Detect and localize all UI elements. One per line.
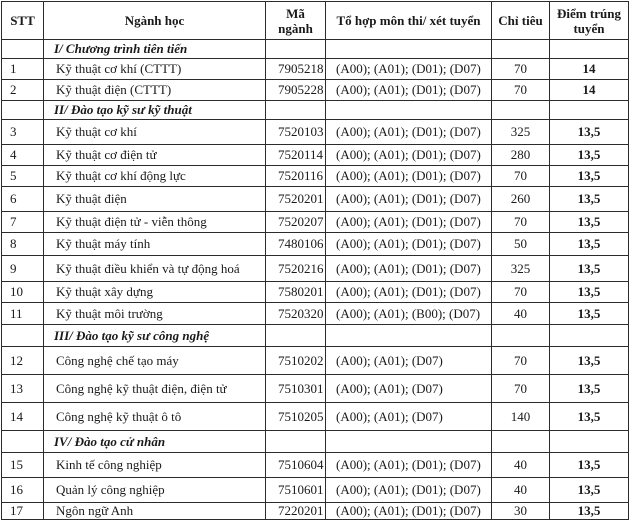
row-quota: 50 [492, 233, 550, 256]
row-code: 7510301 [266, 375, 326, 403]
row-stt: 8 [2, 233, 44, 256]
row-stt: 14 [2, 403, 44, 431]
row-code: 7520216 [266, 256, 326, 282]
row-major: Kỹ thuật điện (CTTT) [44, 80, 266, 101]
row-code: 7520103 [266, 120, 326, 145]
row-quota: 40 [492, 303, 550, 325]
row-stt: 15 [2, 453, 44, 478]
section-row [2, 431, 629, 453]
row-score: 13,5 [550, 166, 629, 187]
section-empty-cell [550, 325, 629, 347]
row-combo: (A00); (A01); (D01); (D07) [326, 212, 492, 233]
row-score: 13,5 [550, 187, 629, 212]
section-title: II/ Đào tạo kỹ sư kỹ thuật [44, 101, 266, 120]
section-row [2, 325, 629, 347]
row-combo: (A00); (A01); (B00); (D07) [326, 303, 492, 325]
row-combo: (A00); (A01); (D07) [326, 375, 492, 403]
row-major: Công nghệ kỹ thuật điện, điện tử [44, 375, 266, 403]
row-major: Kỹ thuật điều khiển và tự động hoá [44, 256, 266, 282]
row-stt: 4 [2, 145, 44, 166]
section-empty-cell [266, 40, 326, 59]
row-combo: (A00); (A01); (D01); (D07) [326, 80, 492, 101]
row-code: 7220201 [266, 503, 326, 520]
table-row [2, 187, 629, 212]
row-stt: 7 [2, 212, 44, 233]
row-code: 7510604 [266, 453, 326, 478]
row-quota: 70 [492, 212, 550, 233]
row-score: 13,5 [550, 120, 629, 145]
section-title: I/ Chương trình tiên tiến [44, 40, 266, 59]
row-code: 7520116 [266, 166, 326, 187]
row-score: 14 [550, 80, 629, 101]
row-score: 13,5 [550, 256, 629, 282]
table-row [2, 478, 629, 503]
row-major: Kỹ thuật điện tử - viễn thông [44, 212, 266, 233]
row-score: 13,5 [550, 403, 629, 431]
row-major: Kỹ thuật môi trường [44, 303, 266, 325]
section-empty-cell [326, 431, 492, 453]
section-empty-cell [266, 431, 326, 453]
section-empty-cell [326, 40, 492, 59]
row-combo: (A00); (A01); (D01); (D07) [326, 282, 492, 303]
row-code: 7510205 [266, 403, 326, 431]
row-quota: 325 [492, 120, 550, 145]
row-stt: 5 [2, 166, 44, 187]
row-code: 7510601 [266, 478, 326, 503]
row-major: Công nghệ chế tạo máy [44, 347, 266, 375]
section-empty-cell [492, 40, 550, 59]
section-stt-cell [2, 431, 44, 453]
table-row [2, 166, 629, 187]
table-row [2, 80, 629, 101]
row-quota: 30 [492, 503, 550, 520]
row-stt: 6 [2, 187, 44, 212]
row-stt: 3 [2, 120, 44, 145]
row-combo: (A00); (A01); (D01); (D07) [326, 145, 492, 166]
header-code-line1: Mã [286, 5, 305, 21]
header-score [550, 2, 629, 40]
section-title: III/ Đào tạo kỹ sư công nghệ [44, 325, 266, 347]
header-score-line1: Điểm trúng [557, 5, 621, 21]
table-row [2, 233, 629, 256]
row-quota: 70 [492, 375, 550, 403]
row-major: Kinh tế công nghiệp [44, 453, 266, 478]
header-major: Ngành học [44, 2, 266, 40]
row-quota: 325 [492, 256, 550, 282]
header-score-line2: tuyển [573, 20, 605, 36]
row-score: 13,5 [550, 233, 629, 256]
row-code: 7905228 [266, 80, 326, 101]
row-score: 13,5 [550, 453, 629, 478]
section-empty-cell [266, 101, 326, 120]
section-empty-cell [492, 101, 550, 120]
table-row [2, 59, 629, 80]
row-combo: (A00); (A01); (D01); (D07) [326, 187, 492, 212]
row-quota: 140 [492, 403, 550, 431]
table-row [2, 403, 629, 431]
header-code [266, 2, 326, 40]
row-stt: 17 [2, 503, 44, 520]
row-combo: (A00); (A01); (D01); (D07) [326, 256, 492, 282]
row-combo: (A00); (A01); (D07) [326, 403, 492, 431]
row-stt: 1 [2, 59, 44, 80]
section-stt-cell [2, 101, 44, 120]
row-quota: 70 [492, 282, 550, 303]
row-stt: 16 [2, 478, 44, 503]
row-code: 7480106 [266, 233, 326, 256]
row-stt: 12 [2, 347, 44, 375]
row-code: 7520320 [266, 303, 326, 325]
row-quota: 70 [492, 59, 550, 80]
row-combo: (A00); (A01); (D01); (D07) [326, 59, 492, 80]
row-combo: (A00); (A01); (D07) [326, 347, 492, 375]
row-combo: (A00); (A01); (D01); (D07) [326, 478, 492, 503]
row-code: 7580201 [266, 282, 326, 303]
row-score: 13,5 [550, 212, 629, 233]
row-score: 13,5 [550, 503, 629, 520]
table-row [2, 256, 629, 282]
table-row [2, 212, 629, 233]
table-row [2, 503, 629, 520]
row-code: 7510202 [266, 347, 326, 375]
header-combo: Tổ hợp môn thi/ xét tuyển [326, 2, 492, 40]
row-stt: 13 [2, 375, 44, 403]
section-row [2, 101, 629, 120]
row-code: 7520114 [266, 145, 326, 166]
row-score: 13,5 [550, 303, 629, 325]
row-quota: 40 [492, 478, 550, 503]
header-row [2, 2, 629, 40]
section-empty-cell [326, 101, 492, 120]
table-row [2, 145, 629, 166]
table-row [2, 120, 629, 145]
row-code: 7520207 [266, 212, 326, 233]
row-combo: (A00); (A01); (D01); (D07) [326, 120, 492, 145]
row-major: Kỹ thuật xây dựng [44, 282, 266, 303]
table-row [2, 282, 629, 303]
table-body [2, 40, 629, 520]
row-stt: 9 [2, 256, 44, 282]
row-stt: 10 [2, 282, 44, 303]
row-major: Kỹ thuật điện [44, 187, 266, 212]
row-quota: 40 [492, 453, 550, 478]
row-score: 13,5 [550, 347, 629, 375]
row-major: Ngôn ngữ Anh [44, 503, 266, 520]
table-row [2, 347, 629, 375]
section-empty-cell [550, 101, 629, 120]
row-score: 13,5 [550, 478, 629, 503]
header-stt: STT [2, 2, 44, 40]
row-score: 13,5 [550, 375, 629, 403]
section-row [2, 40, 629, 59]
admission-table [1, 1, 629, 520]
table-row [2, 375, 629, 403]
row-major: Kỹ thuật cơ khí [44, 120, 266, 145]
row-code: 7520201 [266, 187, 326, 212]
section-empty-cell [550, 40, 629, 59]
row-quota: 280 [492, 145, 550, 166]
row-score: 13,5 [550, 145, 629, 166]
row-major: Kỹ thuật cơ khí (CTTT) [44, 59, 266, 80]
section-empty-cell [492, 325, 550, 347]
row-combo: (A00); (A01); (D01); (D07) [326, 233, 492, 256]
row-stt: 11 [2, 303, 44, 325]
row-major: Kỹ thuật cơ khí động lực [44, 166, 266, 187]
section-stt-cell [2, 40, 44, 59]
row-code: 7905218 [266, 59, 326, 80]
row-score: 13,5 [550, 282, 629, 303]
row-combo: (A00); (A01); (D01); (D07) [326, 503, 492, 520]
section-title: IV/ Đào tạo cử nhân [44, 431, 266, 453]
section-empty-cell [266, 325, 326, 347]
table-row [2, 303, 629, 325]
row-major: Kỹ thuật máy tính [44, 233, 266, 256]
row-major: Công nghệ kỹ thuật ô tô [44, 403, 266, 431]
row-major: Kỹ thuật cơ điện tử [44, 145, 266, 166]
section-empty-cell [492, 431, 550, 453]
table-row [2, 453, 629, 478]
section-empty-cell [550, 431, 629, 453]
row-combo: (A00); (A01); (D01); (D07) [326, 166, 492, 187]
header-quota: Chỉ tiêu [492, 2, 550, 40]
row-quota: 70 [492, 347, 550, 375]
section-stt-cell [2, 325, 44, 347]
section-empty-cell [326, 325, 492, 347]
row-quota: 70 [492, 80, 550, 101]
row-major: Quản lý công nghiệp [44, 478, 266, 503]
header-code-line2: ngành [278, 20, 313, 36]
row-quota: 70 [492, 166, 550, 187]
row-score: 14 [550, 59, 629, 80]
row-quota: 260 [492, 187, 550, 212]
row-combo: (A00); (A01); (D01); (D07) [326, 453, 492, 478]
row-stt: 2 [2, 80, 44, 101]
